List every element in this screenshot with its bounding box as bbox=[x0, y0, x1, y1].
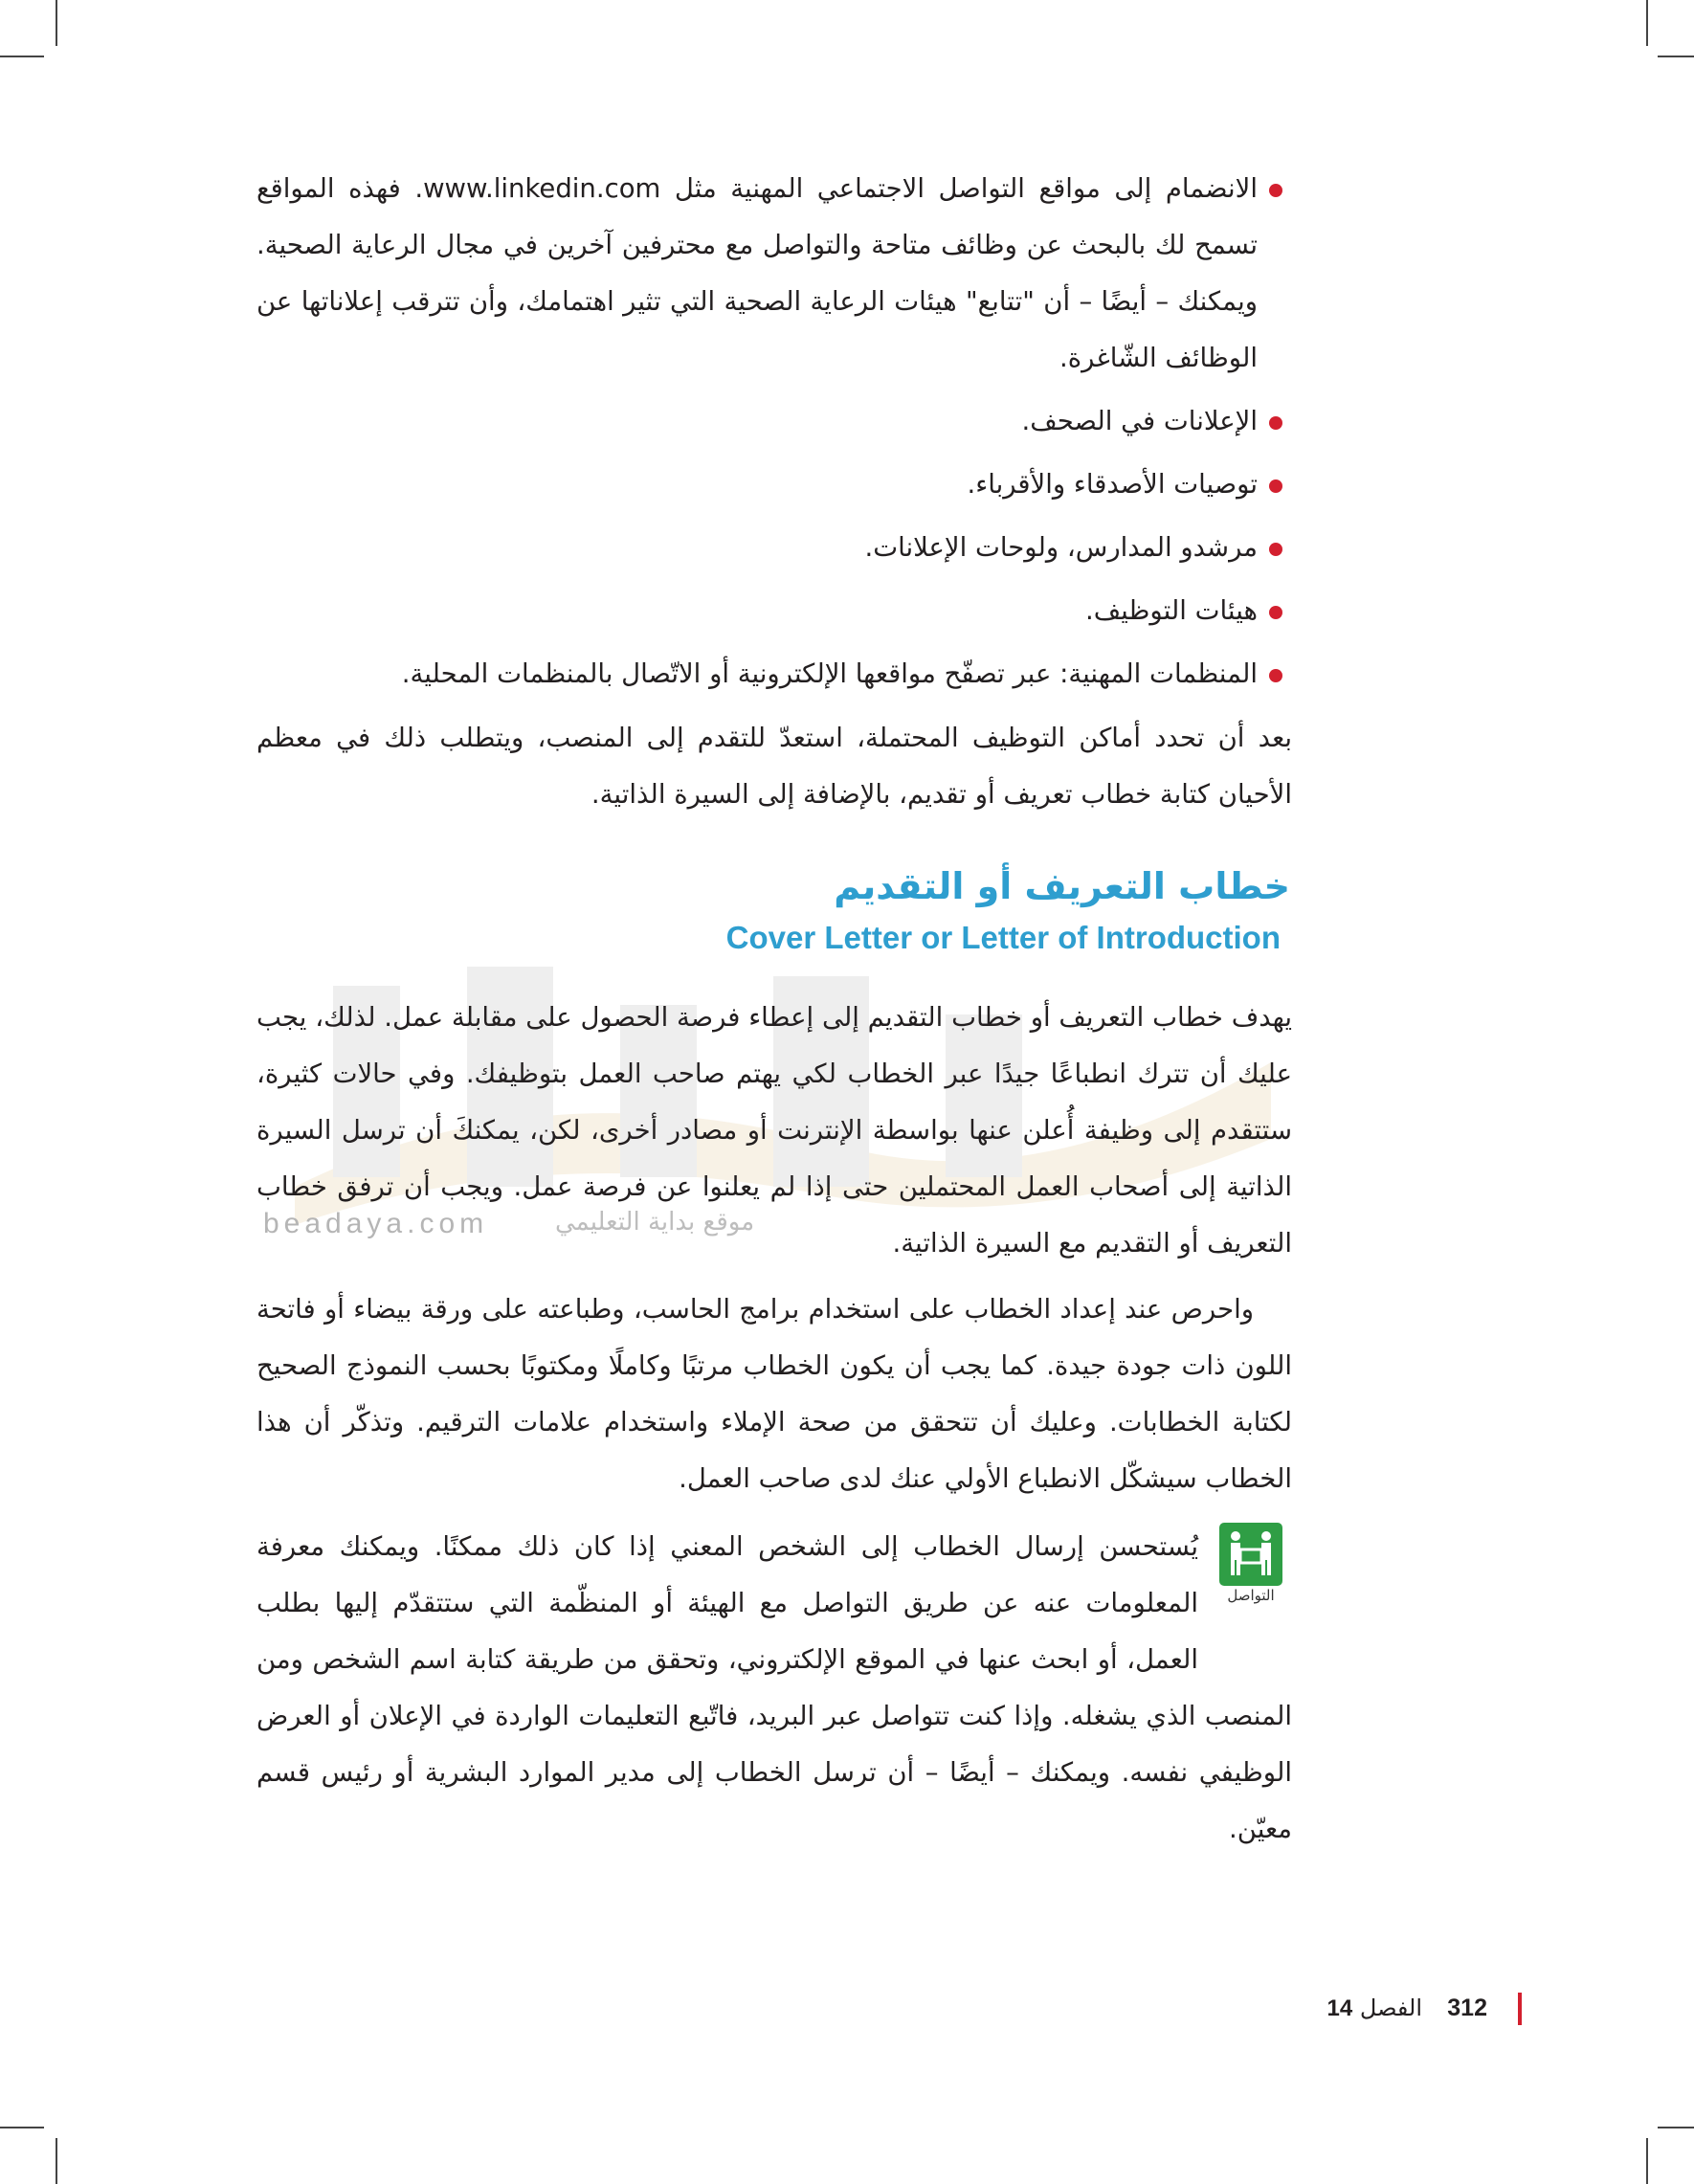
crop-mark bbox=[1658, 2127, 1694, 2128]
paragraph-intro: بعد أن تحدد أماكن التوظيف المحتملة، استعدّ للتقدم إلى المنصب، ويتطلب ذلك في معظم الأحيان كتابة خطاب تعريف أو تقديم، بالإضافة إلى السيرة الذاتية. bbox=[256, 723, 1292, 810]
section-title-en: Cover Letter or Letter of Introduction bbox=[725, 920, 1281, 955]
bullet-dot-icon bbox=[1269, 543, 1282, 556]
crop-mark bbox=[1646, 2138, 1648, 2184]
crop-mark bbox=[56, 0, 57, 46]
paragraph-3: يُستحسن إرسال الخطاب إلى الشخص المعني إذا كان ذلك ممكنًا. ويمكنك معرفة المعلومات عنه عن طريق التواصل مع الهيئة أو المنظّمة التي ستتقدّم إليها بطلب العمل، أو ابحث عنها في الموقع الإلكتروني، وتحقق من طريقة كتابة اسم الشخص ومن المنصب الذي يشغله. وإذا كنت تتواصل عبر البريد، فاتّبع التعليمات الواردة في الإعلان أو العرض الوظيفي نفسه. ويمكنك – أيضًا – أن ترسل الخطاب إلى مدير الموارد البشرية أو رئيس قسم معيّن. bbox=[256, 1531, 1292, 1844]
crop-mark bbox=[56, 2138, 57, 2184]
list-item-text: توصيات الأصدقاء والأقرباء. bbox=[967, 469, 1258, 500]
list-item bbox=[256, 646, 1258, 702]
bullet-list bbox=[256, 161, 1292, 702]
page-footer bbox=[1273, 1987, 1522, 2029]
crop-mark bbox=[0, 2127, 44, 2128]
list-item bbox=[256, 457, 1258, 513]
chapter-word: الفصل bbox=[1359, 1995, 1422, 2021]
crop-mark bbox=[0, 56, 44, 57]
communication-caption: التواصل bbox=[1227, 1587, 1275, 1604]
paragraph-2: واحرص عند إعداد الخطاب على استخدام برامج الحاسب، وطباعته على ورقة بيضاء أو فاتحة اللون ذات جودة جيدة. كما يجب أن يكون الخطاب مرتبًا وكاملًا ومكتوبًا بحسب النموذج الصحيح لكتابة الخطابات. وعليك أن تتحقق من صحة الإملاء واستخدام علامات الترقيم. وتذكّر أن هذا الخطاب سيشكّل الانطباع الأولي عنك لدى صاحب العمل. bbox=[256, 1294, 1292, 1494]
list-item bbox=[256, 583, 1258, 639]
bullet-dot-icon bbox=[1269, 479, 1282, 493]
section-title-ar: خطاب التعريف أو التقديم bbox=[834, 865, 1290, 907]
list-item-text: الإعلانات في الصحف. bbox=[1021, 406, 1258, 436]
bullet-dot-icon bbox=[1269, 416, 1282, 430]
crop-mark bbox=[1658, 56, 1694, 57]
main-content bbox=[256, 161, 1292, 1858]
chapter-label bbox=[1327, 1987, 1422, 2030]
watermark-url: beadaya.com bbox=[263, 1208, 489, 1239]
watermark-text: موقع بداية التعليمي bbox=[555, 1208, 755, 1237]
communication-badge bbox=[1210, 1523, 1292, 1638]
list-item bbox=[256, 161, 1258, 387]
list-item bbox=[256, 520, 1258, 576]
bullet-dot-icon bbox=[1269, 184, 1282, 197]
crop-mark bbox=[1646, 0, 1648, 46]
list-item-text: الانضمام إلى مواقع التواصل الاجتماعي المهنية مثل www.linkedin.com. فهذه المواقع تسمح لك بالبحث عن وظائف متاحة والتواصل مع محترفين آخرين في مجال الرعاية الصحية. ويمكنك – أيضًا – أن "تتابع" هيئات الرعاية الصحية التي تثير اهتمامك، وأن تترقب إعلاناتها عن الوظائف الشّاغرة. bbox=[256, 173, 1258, 373]
list-item-text: المنظمات المهنية: عبر تصفّح مواقعها الإلكترونية أو الاتّصال بالمنظمات المحلية. bbox=[401, 658, 1258, 689]
footer-bar bbox=[1518, 1993, 1522, 2025]
chapter-number: 14 bbox=[1326, 1995, 1353, 2021]
paragraph-1: يهدف خطاب التعريف أو خطاب التقديم إلى إعطاء فرصة الحصول على مقابلة عمل. لذلك، يجب عليك أن تترك انطباعًا جيدًا عبر الخطاب لكي يهتم صاحب العمل بتوظيفك. وفي حالات كثيرة، ستتقدم إلى وظيفة أُعلن عنها بواسطة الإنترنت أو مصادر أخرى، لكن، يمكنكَ أن ترسل السيرة الذاتية إلى أصحاب العمل المحتملين حتى إذا لم يعلنوا عن فرصة عمل. ويجب أن ترفق خطاب التعريف أو التقديم مع السيرة الذاتية. bbox=[256, 1002, 1292, 1259]
communication-note bbox=[256, 1519, 1292, 1858]
list-item-text: مرشدو المدارس، ولوحات الإعلانات. bbox=[864, 532, 1258, 563]
bullet-dot-icon bbox=[1269, 606, 1282, 619]
list-item bbox=[256, 393, 1258, 450]
bullet-dot-icon bbox=[1269, 669, 1282, 682]
list-item-text: هيئات التوظيف. bbox=[1084, 595, 1258, 626]
communication-icon bbox=[1219, 1523, 1282, 1586]
page-number: 312 bbox=[1447, 1995, 1487, 2021]
